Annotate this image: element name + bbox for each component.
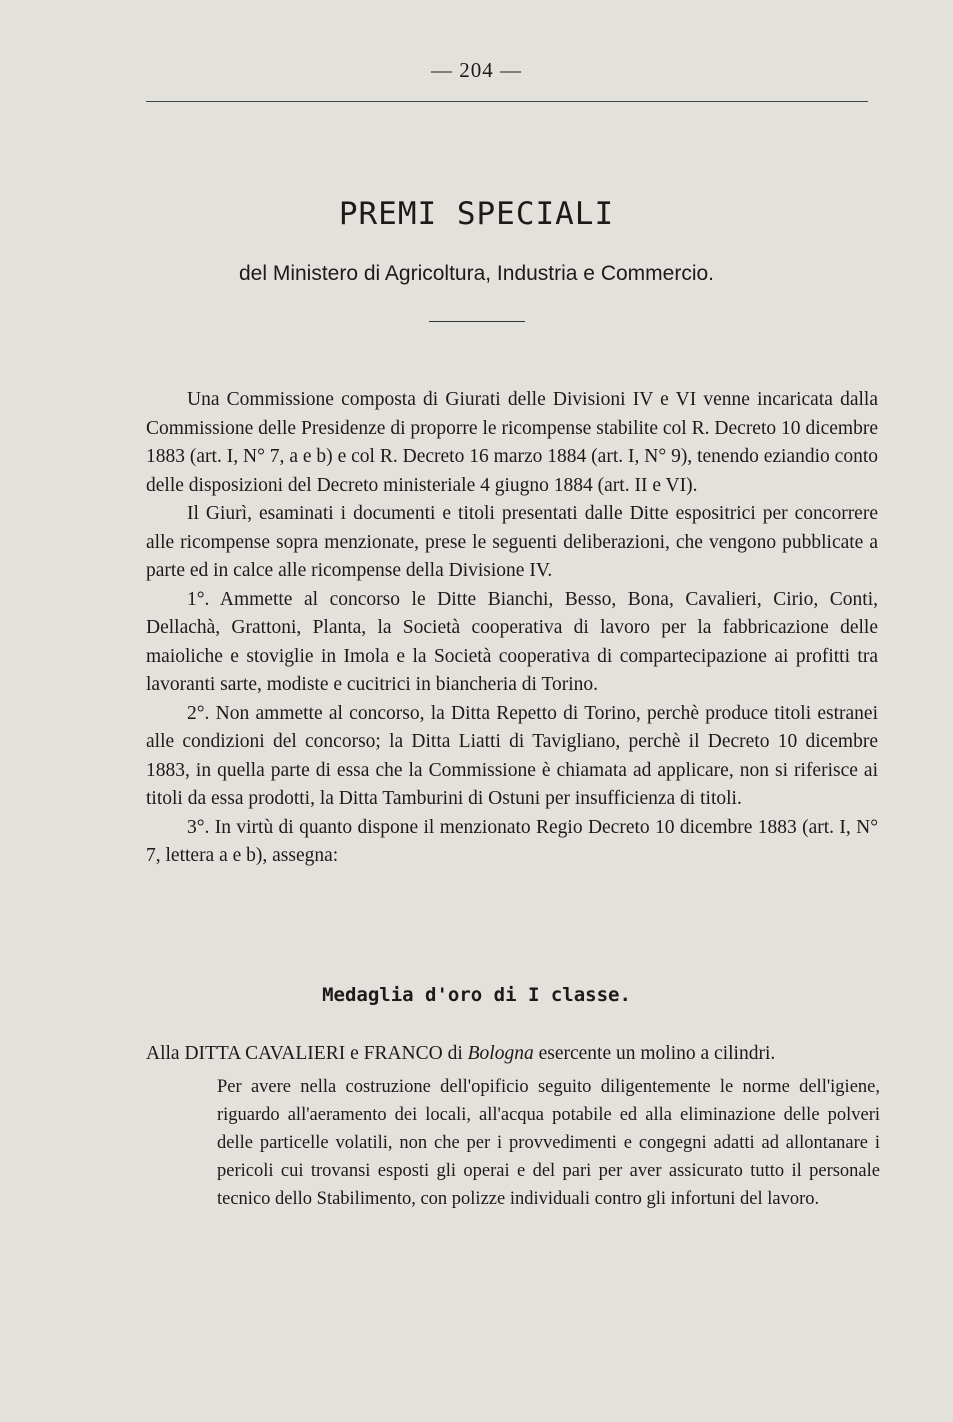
award-city: Bologna — [467, 1043, 534, 1064]
body-text — [146, 386, 878, 871]
award-entry — [146, 1040, 880, 1214]
paragraph-assigns: 3°. In virtù di quanto dispone il menzionato Regio Decreto 10 dicembre 1883 (art. I, N° 7, lettera a e b), assegna: — [146, 816, 878, 866]
paragraph-admitted: 1°. Ammette al concorso le Ditte Bianchi, Besso, Bona, Cavalieri, Cirio, Conti, Dellachà, Grattoni, Planta, la Società cooperativa di lavoro per la fabbricazione delle maioliche e stoviglie in Imola e la Società cooperativa di compartecipazione ai profitti tra lavoranti sarte, modiste e cucitrici in biancheria di Torino. — [146, 588, 878, 695]
section-title: PREMI SPECIALI — [338, 196, 615, 232]
award-suffix: esercente un molino a cilindri. — [533, 1043, 776, 1064]
page-number: — 204 — — [431, 58, 522, 82]
medal-heading: Medaglia d'oro di I classe. — [322, 984, 631, 1006]
header-rule — [146, 101, 868, 102]
award-recipient — [146, 1040, 880, 1069]
paragraph-jury: Il Giurì, esaminati i documenti e titoli presentati dalle Ditte espositrici per concorrere alle ricompense sopra menzionate, prese le seguenti deliberazioni, che vengono pubblicate a parte ed in calce alle ricompense della Divisione IV. — [146, 503, 878, 581]
section-subtitle: del Ministero di Agricoltura, Industria e Commercio. — [238, 262, 715, 285]
award-prefix: Alla DITTA CAVALIERI e FRANCO di — [146, 1043, 468, 1064]
paragraph-commission: Una Commissione composta di Giurati delle Divisioni IV e VI venne incaricata dalla Commissione delle Presidenze di proporre le ricompense stabilite col R. Decreto 10 dicembre 1883 (art. I, N° 7, a e b) e col R. Decreto 16 marzo 1884 (art. I, N° 9), tenendo eziandio conto delle disposizioni del Decreto ministeriale 4 giugno 1884 (art. II e VI). — [146, 389, 878, 496]
award-motivation: Per avere nella costruzione dell'opificio seguito diligentemente le norme dell'igiene, riguardo all'aeramento dei locali, all'acqua potabile ed alla eliminazione delle polveri delle particelle volatili, non che per i provvedimenti e congegni adatti ad allontanare i pericoli cui trovansi esposti gli operai e del pari per aver assicurato tutto il personale tecnico dello Stabilimento, con polizze individuali contro gli infortuni del lavoro. — [217, 1076, 880, 1210]
title-divider — [429, 321, 525, 322]
paragraph-not-admitted: 2°. Non ammette al concorso, la Ditta Repetto di Torino, perchè produce titoli estranei alle condizioni del concorso; la Ditta Liatti di Tavigliano, perchè il Decreto 10 dicembre 1883, in quella parte di essa che la Commissione è chiamata ad applicare, non si riferisce ai titoli da essa prodotti, la Ditta Tamburini di Ostuni per insufficienza di titoli. — [146, 702, 878, 809]
